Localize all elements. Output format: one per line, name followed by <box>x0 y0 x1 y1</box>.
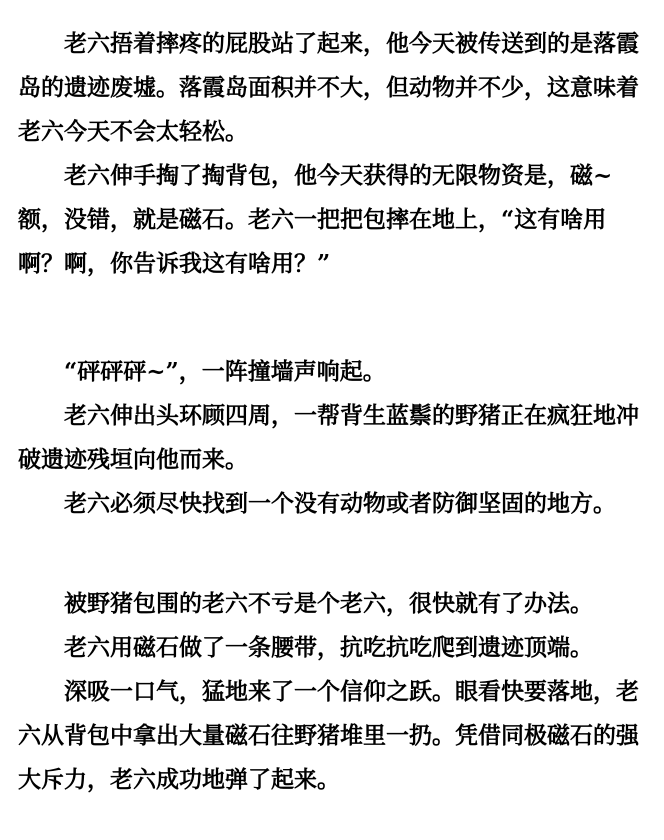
paragraph-1: 老六捂着摔疼的屁股站了起来，他今天被传送到的是落霞岛的遗迹废墟。落霞岛面积并不大，但动物并不少，这意味着老六今天不会太轻松。 <box>18 30 639 145</box>
paragraph-2: 老六伸手掏了掏背包，他今天获得的无限物资是，磁~额，没错，就是磁石。老六一把把包摔在地上，“这有啥用啊？啊，你告诉我这有啥用？” <box>18 162 613 277</box>
paragraph-8: 深吸一口气，猛地来了一个信仰之跃。眼看快要落地，老六从背包中拿出大量磁石往野猪堆里一扔。凭借同极磁石的强大斥力，老六成功地弹了起来。 <box>18 678 639 793</box>
paragraph-6: 被野猪包围的老六不亏是个老六，很快就有了办法。 <box>64 590 593 617</box>
paragraph-5: 老六必须尽快找到一个没有动物或者防御坚固的地方。 <box>64 490 616 517</box>
paragraph-7: 老六用磁石做了一条腰带，抗吃抗吃爬到遗迹顶端。 <box>64 634 593 661</box>
paragraph-4: 老六伸出头环顾四周，一帮背生蓝鬃的野猪正在疯狂地冲破遗迹残垣向他而来。 <box>18 402 639 473</box>
paragraph-3: “砰砰砰~”，一阵撞墙声响起。 <box>64 358 386 385</box>
